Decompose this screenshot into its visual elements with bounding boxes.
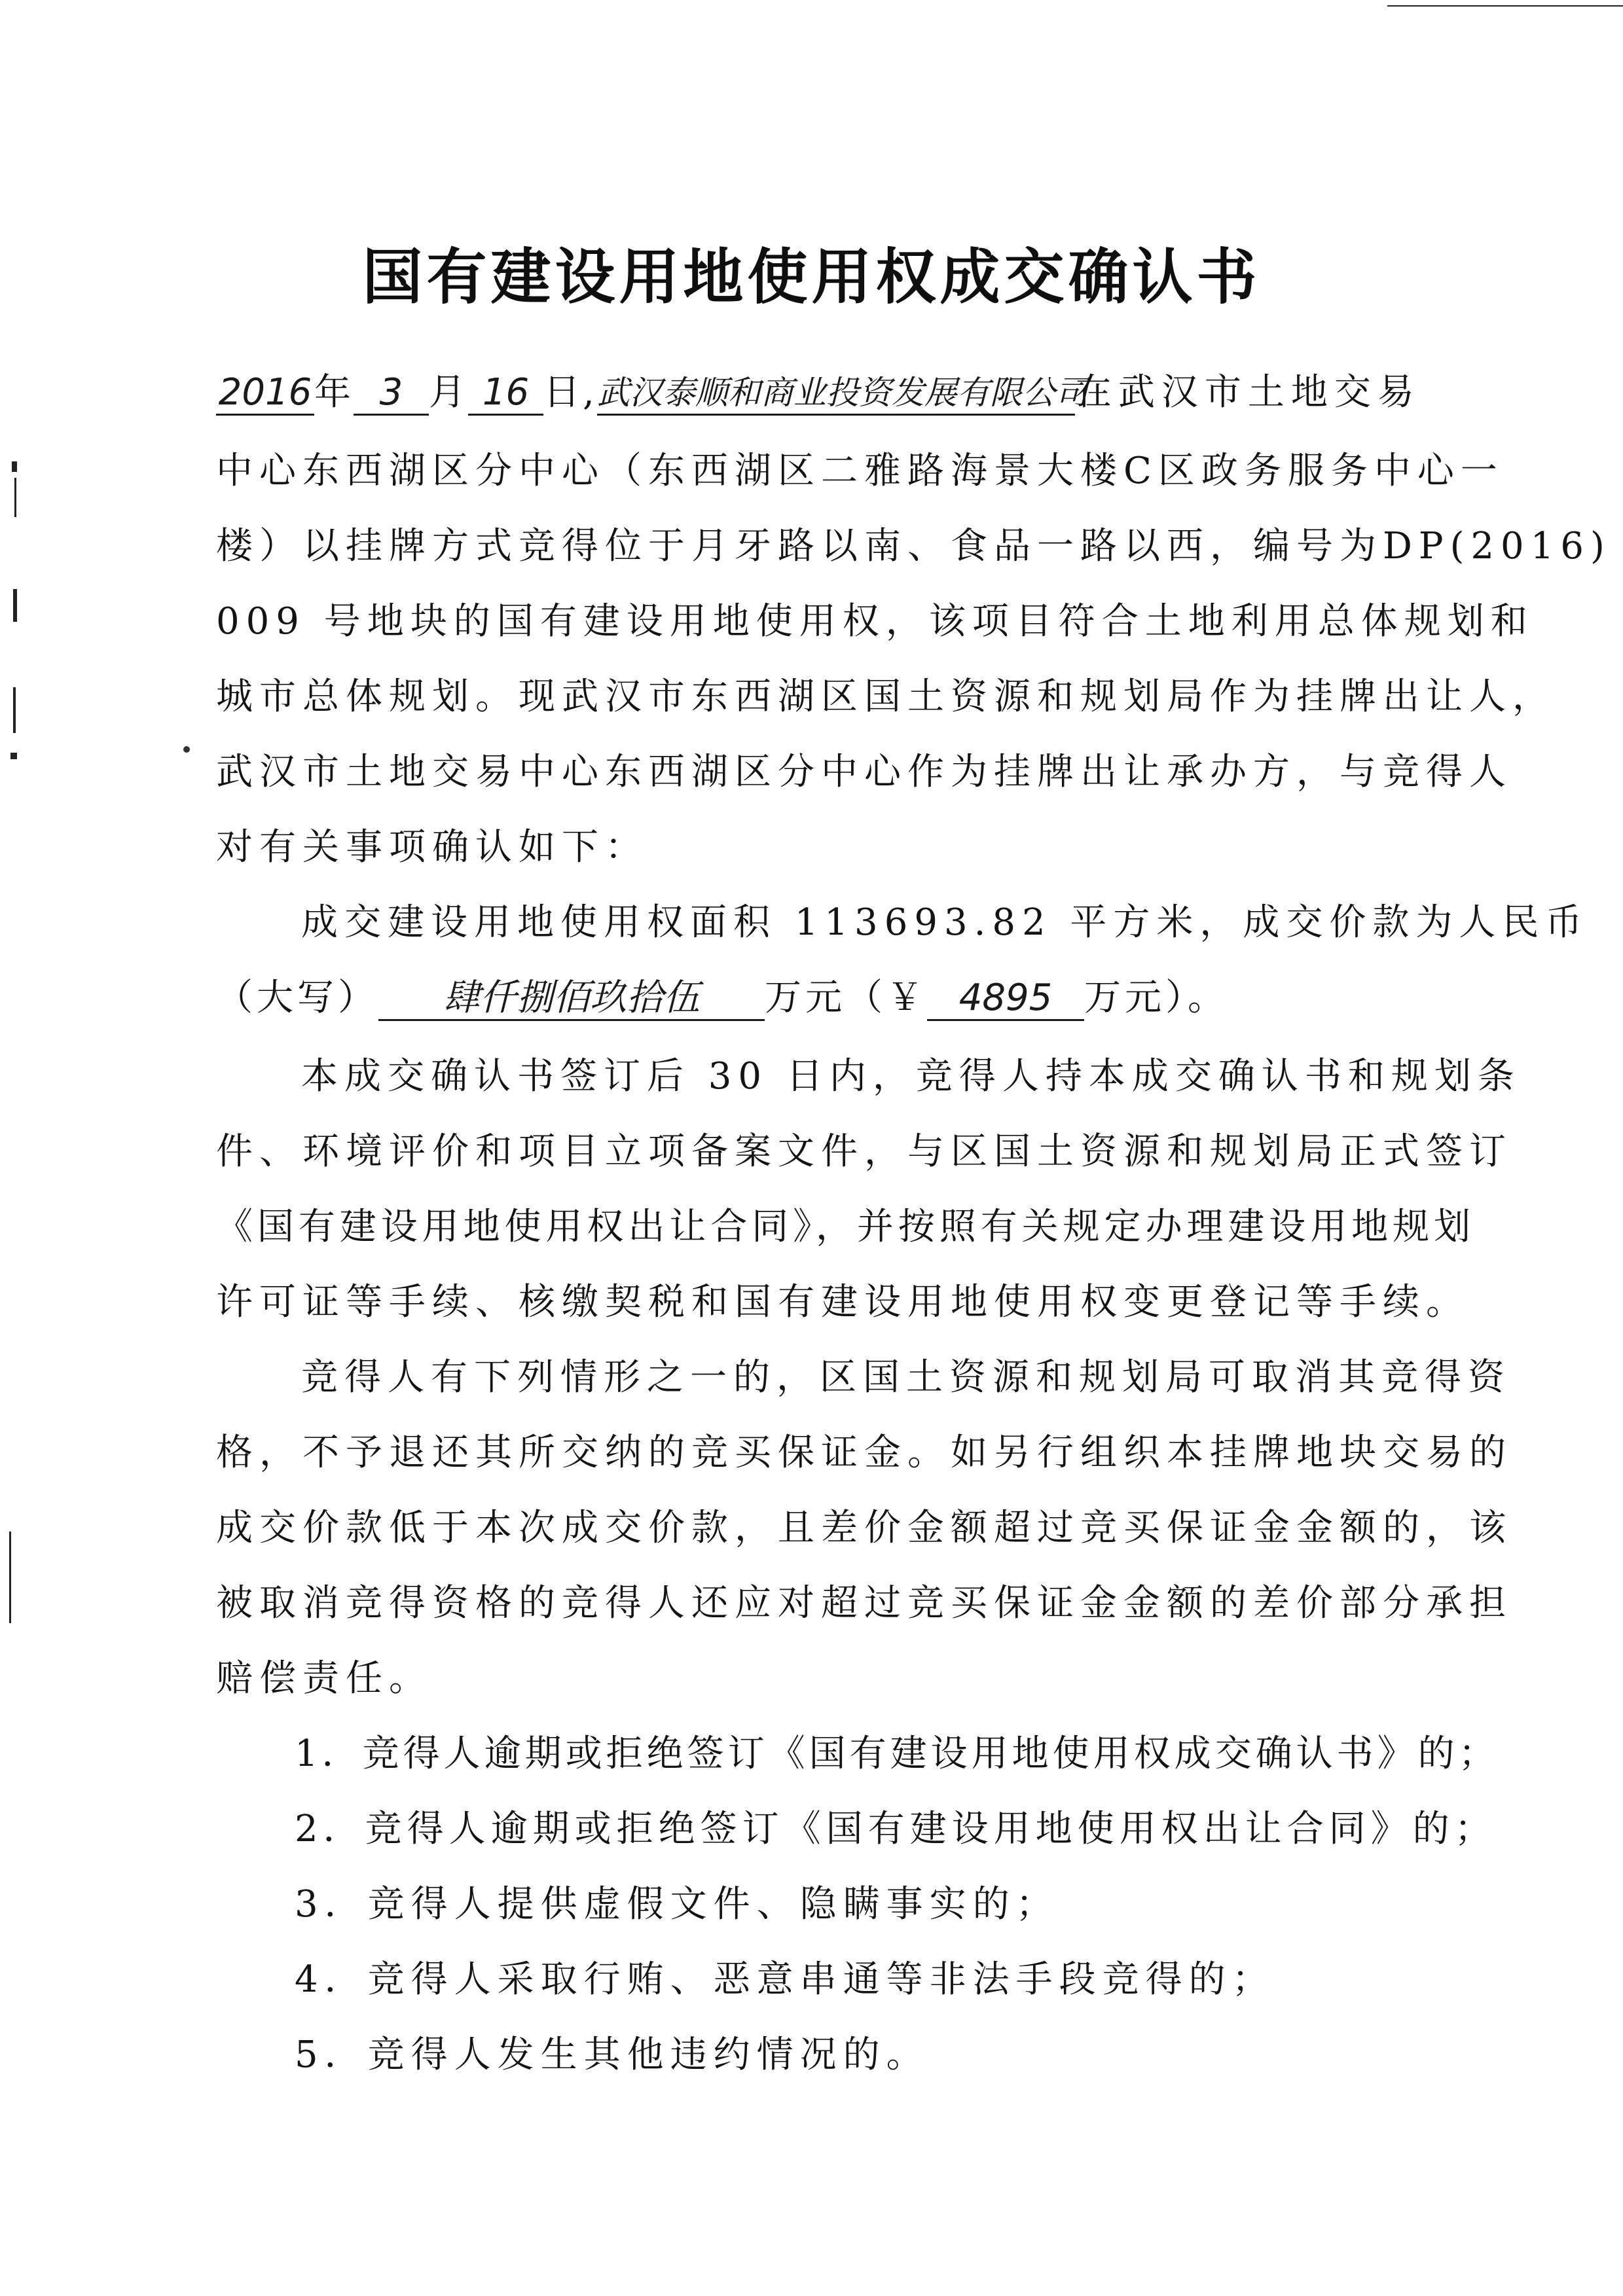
date-month-field: 3 xyxy=(354,372,429,416)
p2-line-1: 成交建设用地使用权面积 113693.82 平方米，成交价款为人民币 xyxy=(301,901,1589,944)
bidder-company-field: 武汉泰顺和商业投资发展有限公司 xyxy=(597,372,1075,416)
p3-line-3: 《国有建设用地使用权出让合同》，并按照有关规定办理建设用地规划 xyxy=(216,1206,1473,1248)
date-year-field: 2016 xyxy=(216,372,314,416)
amount-unit-label: 万元（￥ xyxy=(765,977,927,1019)
p4-line-4: 被取消竞得资格的竞得人还应对超过竞买保证金金额的差价部分承担 xyxy=(216,1582,1512,1624)
p1-line-3: 楼）以挂牌方式竞得位于月牙路以南、食品一路以西，编号为DP(2016) xyxy=(216,525,1611,567)
margin-binding-mark xyxy=(12,461,17,472)
margin-binding-mark xyxy=(13,589,17,622)
list-item: 5．竞得人发生其他违约情况的。 xyxy=(295,2034,930,2076)
scan-speck xyxy=(183,746,190,753)
scan-edge-line xyxy=(1387,5,1623,7)
list-item: 4．竞得人采取行贿、恶意串通等非法手段竞得的； xyxy=(295,1958,1275,2001)
p3-line-2: 件、环境评价和项目立项备案文件，与区国土资源和规划局正式签订 xyxy=(216,1130,1512,1173)
margin-binding-mark xyxy=(9,1532,11,1623)
amount-cn-field: 肆仟捌佰玖拾伍 xyxy=(378,977,765,1021)
year-label: 年 xyxy=(314,371,354,414)
p1-after-company: 在武汉市土地交易 xyxy=(1074,371,1421,414)
date-day-field: 16 xyxy=(468,372,543,416)
p1-line-6: 武汉市土地交易中心东西湖区分中心作为挂牌出让承办方，与竞得人 xyxy=(216,751,1512,793)
amount-cn-label: （大写） xyxy=(216,977,378,1019)
month-label: 月 xyxy=(429,371,468,414)
list-item: 2．竞得人逾期或拒绝签订《国有建设用地使用权出让合同》的； xyxy=(295,1808,1497,1850)
p4-line-5: 赔偿责任。 xyxy=(216,1657,432,1700)
p3-line-1: 本成交确认书签订后 30 日内，竞得人持本成交确认书和规划条 xyxy=(301,1055,1521,1098)
p1-line-7: 对有关事项确认如下： xyxy=(216,826,648,869)
p1-line-4: 009 号地块的国有建设用地使用权，该项目符合土地利用总体规划和 xyxy=(216,600,1534,643)
amount-close-label: 万元）。 xyxy=(1084,977,1228,1019)
p4-line-2: 格，不予退还其所交纳的竞买保证金。如另行组织本挂牌地块交易的 xyxy=(216,1431,1512,1474)
p1-line-2: 中心东西湖区分中心（东西湖区二雅路海景大楼C区政务服务中心一 xyxy=(216,450,1504,492)
list-item: 3．竞得人提供虚假文件、隐瞒事实的； xyxy=(295,1883,1059,1926)
document-title: 国有建设用地使用权成交确认书 xyxy=(362,242,1261,312)
p3-line-4: 许可证等手续、核缴契税和国有建设用地使用权变更登记等手续。 xyxy=(216,1281,1469,1323)
p2-line-2 xyxy=(216,975,1473,1021)
margin-binding-mark xyxy=(14,478,16,517)
p1-line-5: 城市总体规划。现武汉市东西湖区国土资源和规划局作为挂牌出让人， xyxy=(216,675,1556,718)
p4-line-3: 成交价款低于本次成交价款，且差价金额超过竞买保证金金额的，该 xyxy=(216,1507,1512,1549)
p1-line-1 xyxy=(216,370,1473,416)
amount-num-field: 4895 xyxy=(927,977,1084,1021)
margin-binding-mark xyxy=(13,687,16,733)
day-label: 日, xyxy=(543,371,597,414)
margin-binding-mark xyxy=(10,753,17,759)
p4-line-1: 竞得人有下列情形之一的，区国土资源和规划局可取消其竞得资 xyxy=(301,1356,1511,1399)
list-item: 1．竞得人逾期或拒绝签订《国有建设用地使用权成交确认书》的； xyxy=(295,1732,1499,1775)
